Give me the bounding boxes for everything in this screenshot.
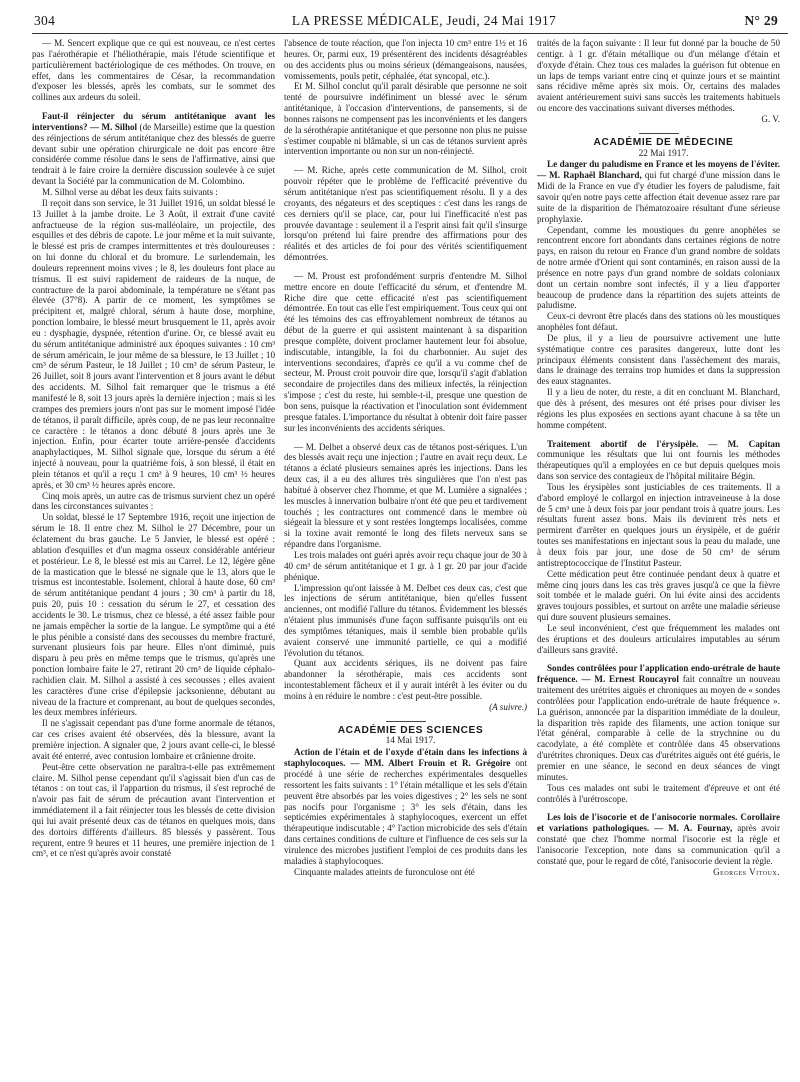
paragraph: Ceux-ci devront être placés dans des stations où les moustiques anophèles font défaut. (537, 311, 780, 333)
page-number: 304 (34, 13, 56, 28)
paragraph: Il ne s'agissait cependant pas d'une forme anormale de tétanos, car ces crises avaient été observées, dès la blessure, avant la première injection. A signaler que, 2 jours avant celle-ci, le blessé avait été enterré, avec contusion lombaire et crânienne droite. (32, 718, 275, 761)
section-date: 14 Mai 1917. (385, 736, 436, 747)
paragraph: Le seul inconvénient, c'est que fréquemment les malades ont des éruptions et des douleurs articulaires imputables au sérum d'ailleurs sans gravité. (537, 622, 780, 655)
paragraph: Les lois de l'isocorie et de l'anisocorie normales. Corollaire et variations pathologiques. — M. A. Fournay, après avoir constaté que chez l'homme normal l'isocorie est la règle et l'anisocorie l'exception, note dans sa communication qu'il a constaté que, pour le regard de côté, l'anisocorie devient la règle. (537, 812, 780, 866)
article-heading: Faut-il réinjecter du sérum antitétanique avant les interventions? — M. Silhol (32, 111, 275, 132)
paragraph: L'impression qu'ont laissée à M. Delbet ces deux cas, c'est que les injections de sérum antitétanique, bien qu'elles fussent anciennes, ont modifié l'allure du tétanos. Évidemment les blessés n'étaient plus immunisés d'une façon suffisante puisqu'ils ont eu des symptômes tétaniques, mais il semble bien probable qu'ils avaient conservé une immunité partielle, ce qui a modifié l'évolution du tétanos. (284, 582, 527, 658)
paragraph: traités de la façon suivante : Il leur fut donné par la bouche de 50 centigr. à 1 gr. d'étain métallique ou d'un mélange d'étain et d'oxyde d'étain. Chez tous ces malades la guérison fut obtenue en un laps de temps variant entre cinq et quinze jours et se maintint sans récidive même après six mois. Or, certains des malades avaient antérieurement suivi sans succès les traitements habituels ou encore des vaccinations suivant diverses méthodes. (537, 38, 780, 114)
column-3 (537, 38, 780, 877)
page-header (34, 12, 786, 30)
article-heading: Action de l'étain et de l'oxyde d'étain dans les infections à staphylocoques. — MM. Albert Frouin et R. Grégoire (284, 747, 527, 769)
paragraph: M. Silhol verse au débat les deux faits suivants : (42, 186, 218, 197)
paragraph: Sondes contrôlées pour l'application endo-urétrale de haute fréquence. — M. Ernest Roucayrol fait connaître un nouveau traitement des urétrites aiguës et chroniques au moyen de « sondes contrôlées pour l'application endo-urétrale de haute fréquence ». La guérison, annoncée par la disparition immédiate de la douleur, la disparition très rapide des filaments, une action tonique sur l'état général, comparable à celle de la strychnine ou du cacodylate, a été complète et contrôlée dans 45 observations d'urétrites chroniques. Deux cas d'urétrites aiguës ont été guéris, le premier en une séance, le second en deux séances de vingt minutes. (537, 663, 780, 782)
journal-title: LA PRESSE MÉDICALE, Jeudi, 24 Mai 1917 (291, 13, 557, 28)
paragraph: Traitement abortif de l'érysipèle. — M. Capitan communique les résultats que lui ont fournis les méthodes thérapeutiques qu'il a employées en ce but depuis quelques mois dans son service des contagieux de l'hôpital militaire Bégin. (537, 438, 780, 482)
header-rule (32, 33, 788, 34)
paragraph: Le danger du paludisme en France et les moyens de l'éviter. — M. Raphaël Blanchard, qui fut chargé d'une mission dans le Midi de la France en vue d'y étudier les foyers de paludisme, fait savoir qu'en notre pays cette affection était devenue assez rare par suite de la disparition de l'hématozoaire résultant d'une sérieuse prophylaxie. (537, 159, 780, 224)
paragraph: Il reçoit dans son service, le 31 Juillet 1916, un soldat blessé le 13 Juillet à la jambe droite. Le 3 Août, il extrait d'une cavité anfractueuse de la région sus-malléolaire, un projectile, des esquilles et des débris de capote. Le jour même et la nuit suivante, le blessé est pris de crampes intermittentes et très douloureuses : on lui donne du chloral et du bromure. Le surlendemain, les douleurs reprennent moins vives ; le 8, les douleurs font place au trismus. Il est suivi rapidement de raideurs de la nuque, de contracture de la paroi abdominale, la température ne s'étant pas élevée (37°8). A partir de ce moment, les symptômes se précipitent et, malgré chloral, sérum à haute dose, morphine, ponction lombaire, le blessé meurt brusquement le 11, après avoir eu : dysphagie, dyspnée, rétention d'urine. Or, ce blessé avait eu du sérum antitétanique administré aux époques suivantes : 10 cm³ de sérum américain, le jour même de sa blessure, le 13 Juillet ; 10 cm³ de sérum Pasteur, le 18 Juillet ; 10 cm³ de sérum Pasteur, le 26 Juillet, soit 8 jours avant l'intervention et 8 jours avant le début des accidents. M. Silhol fait remarquer que le trismus a été manifesté le 8, soit 13 jours après la dernière injection ; mais si les crampes des premiers jours n'ont pas sur le moment imposé l'idée de tétanos, il paraît difficile, après coup, de ne pas leur reconnaître ce caractère : le tétanos a donc débuté 8 jours après une 3e injection. Enfin, pour écarter toute arrière-pensée d'accidents anaphylactiques, M. Silhol signale que, lorsque du sérum a été injecté à nouveau, pour la quatrième fois, à son blessé, il était en plein tétanos et qu'il a reçu 1 cm³ à 9 heures, 10 cm³ ½ heures après, et 30 cm³ ½ heures après encore. (32, 197, 275, 490)
paragraph: Il y a lieu de noter, du reste, a dit en concluant M. Blanchard, que dès à présent, des mesures ont été prises pour diviser les régions les plus exposées en sections ayant chacune à sa tête un homme compétent. (537, 387, 780, 430)
paragraph: l'absence de toute réaction, que l'on injecta 10 cm³ entre 1½ et 16 heures. Or, parmi eux, 19 présentèrent des incidents désagréables ou des accidents plus ou moins sérieux (démangeaisons, nausées, vomissements, pouls petit, céphalée, état syncopal, etc.). (284, 38, 527, 81)
paragraph: Cette médication peut être continuée pendant deux à quatre et même cinq jours dans les cas très graves jusqu'à ce que la fièvre soit tombée et le malade guéri. On lui évite ainsi des accidents graves toujours possibles, et surtout on arrête une maladie sérieuse qui dure souvent plusieurs semaines. (537, 568, 780, 623)
article-heading: Sondes contrôlées pour l'application endo-urétrale de haute fréquence. — M. Ernest Roucayrol (537, 663, 780, 685)
section-title: ACADÉMIE DES SCIENCES (337, 724, 484, 736)
paragraph: — M. Proust est profondément surpris d'entendre M. Silhol mettre encore en doute l'efficacité du sérum, et d'entendre M. Riche dire que cette efficacité n'est pas scientifiquement démontrée. En tout cas elle l'est empiriquement. Tous ceux qui ont été les témoins des cas effroyablement nombreux de tétanos au début de la guerre et qui assistent maintenant à sa disparition presque complète, doivent proclamer hautement leur foi absolue, indiscutable, intangible, la foi du charbonnier. Au sujet des interventions secondaires, d'après ce qu'il a vu comme chef de secteur, M. Proust croit pouvoir dire que, lorsqu'il s'agit d'ablation secondaire de projectiles dans des milieux infectés, la réinjection s'impose ; c'est du reste, lui semble-t-il, presque une question de bon sens, puisque la réactivation et l'inoculation sont évidemment presque fatales. L'importance du résultat à obtenir doit faire passer sur les inconvénients des accidents sériques. (284, 270, 527, 433)
paragraph: Tous les érysipèles sont justiciables de ces traitements. Il a d'abord employé le collargol en injection intraveineuse à la dose de 5 cm³ une à deux fois par jour pendant trois à quatre jours. Les résultats furent assez bons. Mais ils devinrent très nets et permirent d'arrêter en quelques jours un érysipèle, et de guérir toutes ses manifestations en injectant sous la peau du malade, une à deux fois par jour, une dose de 50 cm³ de sérum antistreptococcique de l'Institut Pasteur. (537, 481, 780, 568)
section-divider (386, 721, 426, 722)
author-initials: G. V. (761, 113, 780, 124)
paragraph: Action de l'étain et de l'oxyde d'étain dans les infections à staphylocoques. — MM. Albert Frouin et R. Grégoire ont procédé à une série de recherches expérimentales desquelles ressortent les faits suivants : 1° l'étain métallique et les sels d'étain peuvent être absorbés par les voies digestives ; 2° les sels ne sont pas nocifs pour l'organisme ; 3° les sels d'étain, dans les septicémies expérimentales à staphylocoques, exercent un effet thérapeutique indiscutable ; 4° l'action microbicide des sels d'étain dans certaines conditions de culture et l'influence de ces sels sur la virulence des microbes justifient l'emploi de ces produits dans les maladies à staphylocoques. (284, 747, 527, 866)
paragraph: Tous ces malades ont subi le traitement d'épreuve et ont été contrôlés à l'urétroscope. (537, 782, 780, 804)
issue-number: N° 29 (744, 13, 778, 28)
to-be-continued: (A suivre.) (489, 701, 527, 712)
paragraph: — M. Delbet a observé deux cas de tétanos post-sériques. L'un des blessés avait reçu une injection ; l'autre en avait reçu deux. Le tétanos a éclaté plusieurs semaines après les injections. Dans les deux cas, il a eu des allures très singulières que l'on n'est pas habitué à observer chez l'homme, et que M. Lumière a signalées ; les muscles à innervation bulbaire n'ont été que peu et tardivement touchés ; les contractures ont commencé dans le membre où siégeait la blessure et y sont restées longtemps localisées, comme si la toxine avait remonté le long des filets nerveux sans se répandre dans l'organisme. (284, 441, 527, 550)
paragraph: Un soldat, blessé le 17 Septembre 1916, reçoit une injection de sérum le 18. Il entre chez M. Silhol le 27 Décembre, pour un éclatement du bras gauche. Le 5 Janvier, le blessé est opéré : ablation d'esquilles et d'un magma osseux considérable antérieur et postérieur. Le 8, le blessé est mis au Carrel. Le 12, légère gêne de la mastication que le blessé ne signale que le 13, alors que le trismus est incontestable. Isolement, chloral à haute dose, 60 cm³ de sérum antitétanique pendant 4 jours ; 30 cm³ à partir du 18, puis 20, puis 10 : cessation du sérum le 27, et cessation des accidents le 30. Le trismus, chez ce blessé, a été assez faible pour ne jamais empêcher la sortie de la langue. Le symptôme qui a été le plus pénible a consisté dans des secousses du membre fracturé, survenant plusieurs fois par heure. Elles n'ont diminué, puis disparu à peu près en même temps que le trismus, qu'après une ponction lombaire faite le 27, retirant 20 cm³ de liquide céphalo-rachidien clair. M. Silhol a assisté à ces secousses ; elles avaient les caractères d'une crise d'épilepsie jacksonienne, débutant au niveau de la fracture et comprenant, au bout de quelques secondes, les deux membres inférieurs. (32, 512, 275, 718)
paragraph: Cinq mois après, un autre cas de trismus survient chez un opéré dans les circonstances suivantes : (32, 490, 275, 512)
article-heading: Traitement abortif de l'érysipèle. — M. Capitan (547, 438, 780, 449)
article-heading: Le danger du paludisme en France et les moyens de l'éviter. — M. Raphaël Blanchard, (537, 159, 780, 181)
paragraph: — M. Sencert explique que ce qui est nouveau, ce n'est certes pas l'aérothérapie et l'héliothérapie, mais l'étude scientifique et particulièrement bactériologique de ces méthodes. On trouve, en effet, dans les commentaires de César, la recommandation d'exposer les blessés, après les combats, sur le sommet des collines aux ardeurs du soleil. (32, 38, 275, 103)
article-heading: Les lois de l'isocorie et de l'anisocorie normales. Corollaire et variations pathologiques. — M. A. Fournay, (537, 812, 780, 834)
paragraph: Cinquante malades atteints de furonculose ont été (294, 866, 475, 877)
paragraph: Quant aux accidents sériques, ils ne doivent pas faire abandonner la sérothérapie, mais ces accidents sont incontestablement fâcheux et il y aurait intérêt à les éviter ou du moins à en réduire le nombre : c'est peut-être possible. (284, 658, 527, 701)
paragraph: Et M. Silhol conclut qu'il paraît désirable que personne ne soit tenté de poursuivre indéfiniment un blessé avec le sérum antitétanique, à l'occasion d'interventions, de pansements, si de bonnes raisons ne compensent pas les inconvénients et les dangers de la sérothérapie antitétanique et que personne non plus ne puisse s'estimer coupable ni blâmable, si un cas de tétanos survient après intervention importante ou non sur un non-réinjecté. (284, 81, 527, 157)
paragraph: Cependant, comme les moustiques du genre anophèles se rencontrent encore fort abondants dans certaines régions de notre pays, en raison du retour en France d'un grand nombre de soldats de notre armée d'Orient qui sont contaminés, en raison aussi de la présence en notre pays d'un grand nombre de soldats coloniaux dont un certain nombre sont infectés, il y a lieu d'apporter beaucoup de prudence dans la répartition des sujets atteints de paludisme. (537, 224, 780, 311)
author-signature: Georges Vitoux. (713, 866, 780, 877)
paragraph: Les trois malades ont guéri après avoir reçu chaque jour de 30 à 40 cm³ de sérum antitétanique et 1 gr. à 1 gr. 20 par jour d'acide phénique. (284, 549, 527, 582)
paragraph: De plus, il y a lieu de poursuivre activement une lutte systématique contre ces parasites dangereux, lutte dont les principaux éléments consistent dans l'assèchement des marais, dans le drainage des terrains trop humides et dans la suppression des eaux stagnantes. (537, 332, 780, 387)
paragraph: — M. Riche, après cette communication de M. Silhol, croit pouvoir répéter que le problème de l'efficacité préventive du sérum antitétanique n'est pas scientifiquement résolu. Il y a des croyants, des négateurs et des sceptiques : c'est dans les rangs de ces derniers qu'il se place, car, pour lui l'inefficacité n'est pas prouvée davantage : seulement il a l'esprit ainsi fait qu'il s'insurge lorsqu'on prétend lui faire prendre des affirmations pour des réalités et des articles de foi pour des vérités scientifiquement démontrées. (284, 165, 527, 263)
section-divider (639, 133, 679, 134)
section-title: ACADÉMIE DE MÉDECINE (593, 136, 734, 148)
column-1 (32, 38, 275, 859)
section-date: 22 Mai 1917. (638, 148, 689, 159)
paragraph: Faut-il réinjecter du sérum antitétanique avant les interventions? — M. Silhol (de Marseille) estime que la question des réinjections de sérum antitétanique chez des blessés de guerre devant subir une opération chirurgicale ne doit pas encore être considérée comme résolue dans le sens de l'affirmative, ainsi que tendrait à le faire croire la dernière discussion soulevée à ce sujet devant la Société par la communication de M. Colombino. (32, 111, 275, 187)
paragraph: Peut-être cette observation ne paraîtra-t-elle pas extrêmement claire. M. Silhol pense cependant qu'il s'agissait bien d'un cas de tétanos : on tout cas, il l'appartion du trismus, il s'est reproché de n'avoir pas fait de sérum de précaution avant l'intervention et immédiatement il a fait réinjecter tous les blessés de cette division qui lui avait présenté deux cas de tétanos en quelques mois, dans des dortoirs différents d'ailleurs. 85 blessés y passèrent. Tous reçurent, entre 9 heures et 11 heures, une première injection de 1 cm³, et ce n'est qu'après avoir constaté (32, 761, 275, 859)
column-2 (284, 38, 527, 877)
